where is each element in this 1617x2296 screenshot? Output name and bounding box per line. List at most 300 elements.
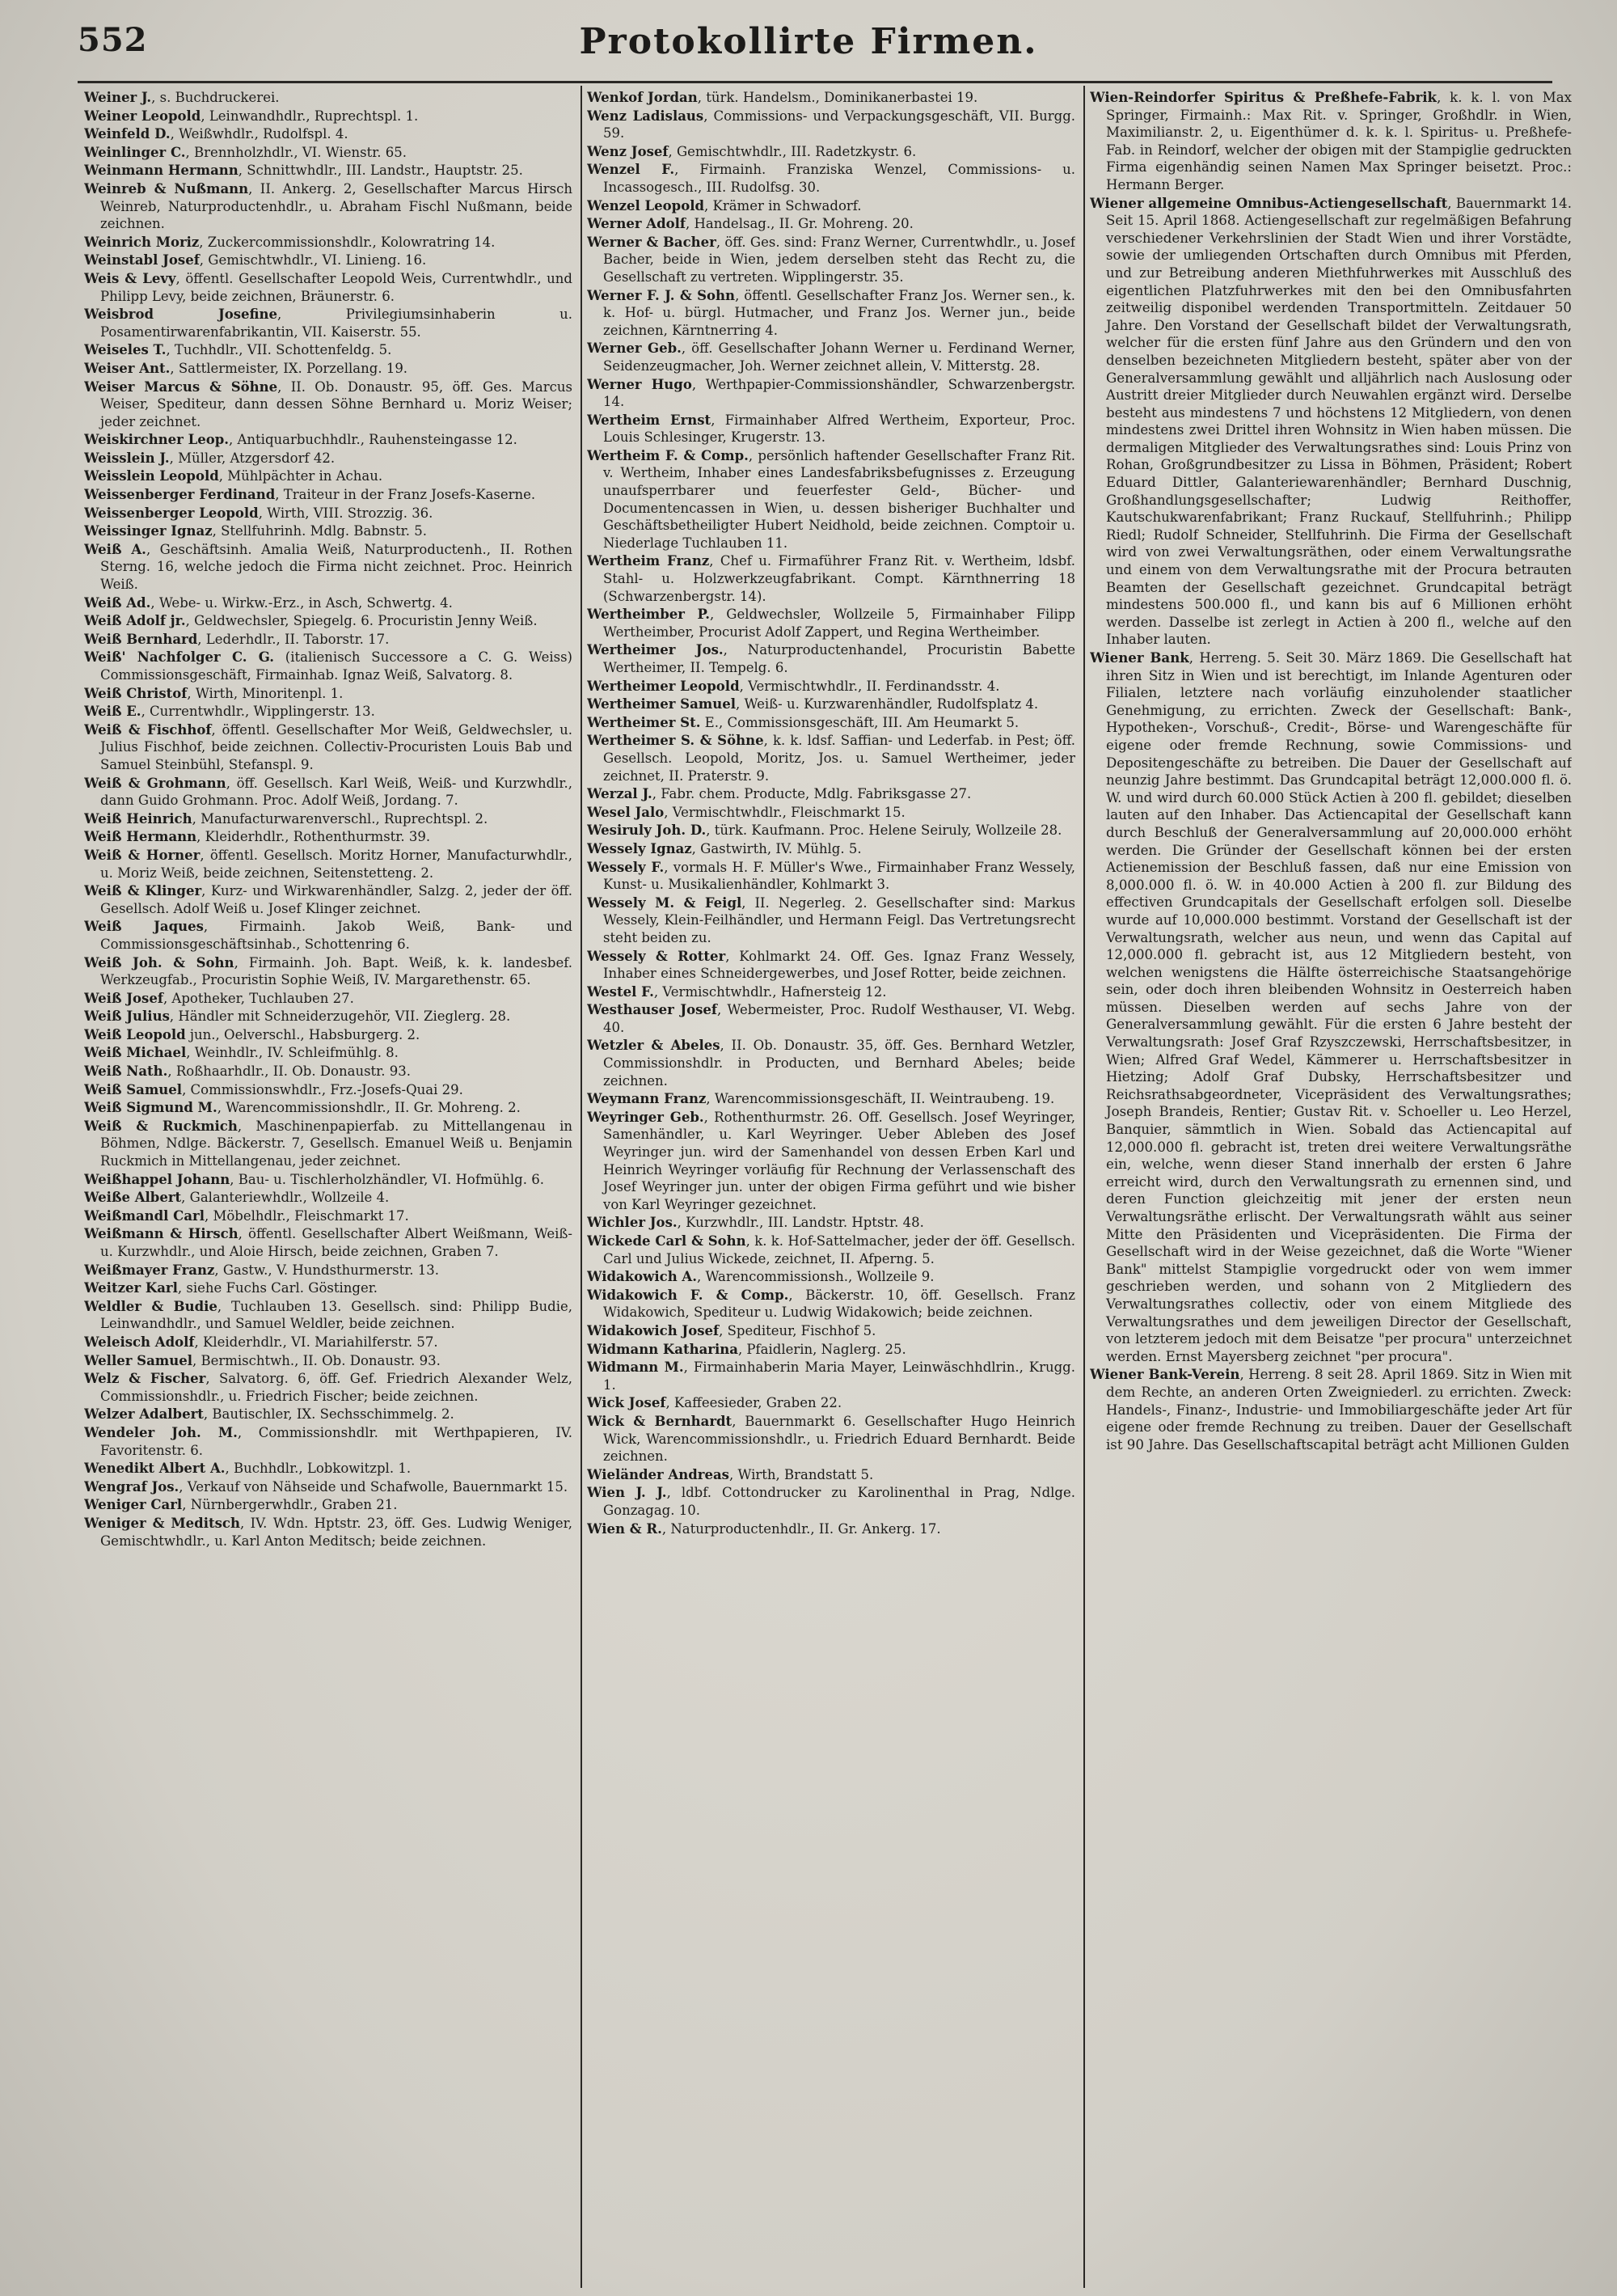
firm-name: Wertheimber P. bbox=[587, 607, 710, 623]
firm-details: , Chef u. Firmaführer Franz Rit. v. Wertheim, ldsbf. Stahl- u. Holzwerkzeugfabrikant. Compt. Kärnthnerring 18 (Schwarzenbergstr. 14). bbox=[603, 553, 1075, 604]
firm-entry bbox=[84, 1334, 572, 1351]
firm-details: , Krämer in Schwadorf. bbox=[704, 197, 862, 214]
firm-name: Weymann Franz bbox=[587, 1091, 707, 1107]
firm-name: Wertheimer S. & Söhne bbox=[587, 733, 764, 749]
firm-details: , Bauernmarkt 6. Gesellschafter Hugo Heinrich Wick, Warencommissionshdlr., u. Friedrich Eduard Bernhardt. Beide zeichnen. bbox=[603, 1413, 1075, 1465]
firm-entry bbox=[587, 804, 1075, 822]
firm-entry bbox=[84, 1515, 572, 1550]
column-left bbox=[84, 89, 572, 2290]
firm-entry bbox=[587, 340, 1075, 374]
firm-details: , Traiteur in der Franz Josefs-Kaserne. bbox=[275, 487, 536, 503]
firm-name: Weinfeld D. bbox=[84, 126, 171, 142]
firm-details: , Warencommissionshdlr., II. Gr. Mohreng. 2. bbox=[217, 1100, 521, 1116]
firm-name: Wien & R. bbox=[587, 1520, 662, 1537]
firm-name: Weiß Sigmund M. bbox=[84, 1100, 217, 1116]
firm-details: , Kleiderhdlr., Rothenthurmstr. 39. bbox=[196, 829, 431, 845]
firm-details: , Wirth, Brandstatt 5. bbox=[728, 1466, 874, 1482]
firm-details: , öffentl. Gesellschafter Albert Weißmann, Weiß- u. Kurzwhdlr., und Aloie Hirsch, beide zeichnen, Graben 7. bbox=[100, 1226, 572, 1259]
firm-details: , Tuchlauben 13. Gesellsch. sind: Philipp Budie, Leinwandhdlr., und Samuel Weldler, beide zeichnen. bbox=[100, 1298, 572, 1332]
firm-entry bbox=[84, 522, 572, 540]
firm-entry bbox=[84, 1118, 572, 1170]
firm-entry bbox=[587, 215, 1075, 233]
firm-entry bbox=[587, 1037, 1075, 1089]
firm-details: , Herreng. 8 seit 28. April 1869. Sitz in Wien mit dem Rechte, an anderen Orten Zweigniederl. zu errichten. Zweck: Handels-, Finanz-, Industrie- und Immobiliargeschäfte jeder Art für eigene oder fremde Rechnung zu treiben. Dauer der Gesellschaft ist 90 Jahre. Das Gesellschaftscapital beträgt acht Millionen Gulden bbox=[1106, 1367, 1572, 1452]
firm-entry bbox=[84, 541, 572, 594]
firm-name: Weiß & Grohmann bbox=[84, 775, 226, 791]
firm-details: , Galanteriewhdlr., Wollzeile 4. bbox=[181, 1190, 390, 1206]
firm-details: , Apotheker, Tuchlauben 27. bbox=[163, 990, 354, 1006]
firm-name: Wessely & Rotter bbox=[587, 948, 726, 964]
firm-entry bbox=[587, 1322, 1075, 1340]
firm-name: Weinstabl Josef bbox=[84, 252, 200, 269]
firm-entry bbox=[1090, 649, 1572, 1365]
firm-details: , persönlich haftender Gesellschafter Franz Rit. v. Wertheim, Inhaber eines Landesfabriksbefugnisses z. Erzeugung unaufsperrbarer und feuerfester Geld-, Bücher- und Documentencassen in Wien, u. dessen bisheriger Buchhalter und Geschäftsbetheiligter Hubert Neidhold, beide zeichnen. Comptoir u. Niederlage Tuchlauben 11. bbox=[603, 447, 1075, 551]
page-header bbox=[0, 15, 1617, 66]
firm-entry bbox=[84, 1189, 572, 1207]
firm-name: Wenz Ladislaus bbox=[587, 108, 704, 124]
firm-entry bbox=[84, 1406, 572, 1423]
firm-name: Weissenberger Ferdinand bbox=[84, 487, 276, 503]
firm-entry bbox=[587, 1394, 1075, 1412]
firm-entry bbox=[587, 822, 1075, 839]
firm-name: Werner Geb. bbox=[587, 340, 682, 357]
firm-name: Weiß & Ruckmich bbox=[84, 1118, 238, 1134]
firm-details: , öffentl. Gesellsch. Moritz Horner, Manufacturwhdlr., u. Moriz Weiß, beide zeichnen, Seitenstetteng. 2. bbox=[100, 847, 572, 881]
firm-details: , Vermischtwhdlr., II. Ferdinandsstr. 4. bbox=[739, 678, 1000, 694]
firm-entry bbox=[84, 1008, 572, 1025]
firm-details: , Bermischtwh., II. Ob. Donaustr. 93. bbox=[192, 1352, 441, 1368]
firm-name: Weiß Adolf jr. bbox=[84, 613, 186, 629]
firm-name: Werner F. J. & Sohn bbox=[587, 287, 736, 303]
firm-details: , türk. Handelsm., Dominikanerbastei 19. bbox=[697, 90, 978, 105]
firm-name: Wenzel F. bbox=[587, 162, 675, 178]
firm-name: Wendeler Joh. M. bbox=[84, 1424, 238, 1440]
firm-entry bbox=[587, 641, 1075, 676]
firm-entry bbox=[84, 486, 572, 504]
firm-details: , Salvatorg. 6, öff. Gef. Friedrich Alexander Welz, Commissionshdlr., u. Friedrich Fischer; beide zeichnen. bbox=[100, 1371, 572, 1404]
firm-name: Weinrich Moriz bbox=[84, 234, 200, 250]
firm-entry bbox=[84, 828, 572, 846]
firm-details: , Verkauf von Nähseide und Schafwolle, Bauernmarkt 15. bbox=[179, 1478, 568, 1495]
firm-details: , Gastwirth, IV. Mühlg. 5. bbox=[691, 840, 862, 856]
firm-details: , Handelsag., II. Gr. Mohreng. 20. bbox=[686, 216, 914, 232]
firm-details: , k. k. l. von Max Springer, Firmainh.: Max Rit. v. Springer, Großhdlr. in Wien, Maximilianstr. 2, u. Eigenthümer d. k. k. l. Spiritus- u. Preßhefe-Fab. in Reindorf, welcher der obigen mit der Stampiglie gedruckten Firma eigenhändig seinen Namen Max Springer beisetzt. Proc.: Hermann Berger. bbox=[1106, 90, 1572, 192]
firm-name: Wien J. J. bbox=[587, 1485, 667, 1501]
firm-entry bbox=[587, 161, 1075, 196]
firm-details: , Sattlermeister, IX. Porzellang. 19. bbox=[170, 360, 408, 376]
firm-name: Weiskirchner Leop. bbox=[84, 432, 229, 448]
firm-details: , Nürnbergerwhdlr., Graben 21. bbox=[182, 1497, 398, 1513]
firm-details: , öffentl. Gesellschafter Leopold Weis, Currentwhdlr., und Philipp Levy, beide zeichnen, Bräunerstr. 6. bbox=[100, 270, 572, 304]
firm-name: Wertheim F. & Comp. bbox=[587, 447, 749, 463]
firm-details: , Schnittwhdlr., III. Landstr., Hauptstr. 25. bbox=[238, 163, 523, 179]
firm-details: jun., Oelverschl., Habsburgerg. 2. bbox=[185, 1026, 420, 1042]
firm-name: Weißmayer Franz bbox=[84, 1262, 215, 1278]
firm-details: , Kohlmarkt 24. Off. Ges. Ignaz Franz Wessely, Inhaber eines Schneidergewerbes, und Josef Rotter, beide zeichnen. bbox=[603, 948, 1075, 982]
firm-details: , Antiquarbuchhdlr., Rauhensteingasse 12. bbox=[229, 432, 517, 448]
firm-details: , vormals H. F. Müller's Wwe., Firmainhaber Franz Wessely, Kunst- u. Musikalienhändler, Kohlmarkt 3. bbox=[603, 859, 1075, 893]
firm-name: Wesel Jalo bbox=[587, 804, 665, 820]
firm-details: , Geschäftsinh. Amalia Weiß, Naturproductenh., II. Rothen Sterng. 16, welche jedoch die Firma nicht zeichnet. Proc. Heinrich Weiß. bbox=[100, 541, 572, 593]
firm-entry bbox=[587, 1001, 1075, 1036]
firm-details: , Weinhdlr., IV. Schleifmühlg. 8. bbox=[186, 1045, 399, 1061]
firm-name: Weiß Bernhard bbox=[84, 631, 198, 647]
firm-entry bbox=[84, 450, 572, 467]
firm-details: , Wirth, VIII. Strozzig. 36. bbox=[258, 505, 433, 521]
firm-entry bbox=[84, 341, 572, 359]
firm-details: , Gastw., V. Hundsthurmerstr. 13. bbox=[214, 1262, 440, 1278]
firm-entry bbox=[587, 1359, 1075, 1393]
firm-name: Weissinger Ignaz bbox=[84, 523, 213, 539]
firm-details: , Herreng. 5. Seit 30. März 1869. Die Gesellschaft hat ihren Sitz in Wien und ist berechtigt, im Inlande Agenturen oder Filialen, letztere nach vorläufig einzuholender staatlicher Genehmigung, zu errichten. Zweck der Gesellschaft: Bank-, Hypotheken-, Vorschuß-, Credit-, Börse- und Warengeschäfte für eigene oder fremde Rechnung, sowie Commissions- und Depositengeschäfte zu betreiben. Die Dauer der Gesellschaft auf neunzig Jahre bestimmt. Das Grundcapital beträgt 12,000.000 fl. ö. W. und wird durch 60.000 Stück Actien à 200 fl. gebildet; dieselben lauten auf den Inhaber. Das Actiencapital der Gesellschaft kann durch Beschluß der Generalversammlung auf 20,000.000 erhöht werden. Die Gründer der Gesellschaft können bei der ersten Actienemission der Beschluß fassen, daß nur eine Emission von 8,000.000 fl. ö. W. in 40.000 Actien à 200 fl. zur Bildung des effectiven Grundcapitals der Gesellschaft erfolgen soll. Dieselbe wurde auf 10,000.000 bestimmt. Vorstand der Gesellschaft ist der Verwaltungsrath, welcher aus neun, und wenn das Capital auf 12,000.000 fl. gebracht ist, aus 12 Mitgliedern besteht, von welchen wenigstens die Hälfte österreichische Staatsangehörige sein, oder doch ihren bleibenden Wohnsitz in Oesterreich haben müssen. Dieselben werden auf sechs Jahre von der Generalversammlung gewählt. Für die ersten 6 Jahre besteht der Verwaltungsrath: Josef Graf Rzyszczewski, Herrschaftsbesitzer, in Wien; Alfred Graf Wedel, Kämmerer u. Herrschaftsbesitzer in Hietzing; Adolf Graf Dubsky, Herrschaftsbesitzer und Reichsrathsabgeordneter, Vicepräsident des Verwaltungsrathes; Joseph Brandeis, Rentier; Gustav Rit. v. Schoeller u. Leo Herzel, Banquier, sämmtlich in Wien. Sobald das Actiencapital auf 12,000.000 fl. gebracht ist, treten drei weitere Verwaltungsräthe ein, welche, wenn dieser Stand innerhalb der ersten 6 Jahre erreicht wird, durch den Verwaltungsrath zu ernennen sind, und deren Function gleichzeitig mit jener der ersten neun Verwaltungsräthe erlischt. Der Verwaltungsrath wählt aus seiner Mitte den Präsidenten und Vicepräsidenten. Die Firma der Gesellschaft wird in der Weise gezeichnet, daß die Worte "Wiener Bank" mittelst Stampiglie vorgedruckt oder von wem immer geschrieben werden, und sohann von 2 Mitgliedern des Verwaltungsrathes collectiv, oder von einem Mitgliede des Verwaltungsrathes und dem jeweiligen Director der Gesellschaft, von letzterem jedoch mit dem Beisatze "per procura" unterzeichnet werden. Ernst Mayersberg zeichnet "per procura". bbox=[1106, 650, 1572, 1364]
firm-name: Weniger Carl bbox=[84, 1497, 183, 1513]
firm-details: , Tuchhdlr., VII. Schottenfeldg. 5. bbox=[166, 342, 392, 358]
firm-details: , Kaffeesieder, Graben 22. bbox=[665, 1395, 842, 1411]
firm-entry bbox=[84, 775, 572, 810]
firm-name: Wetzler & Abeles bbox=[587, 1038, 720, 1054]
firm-entry bbox=[84, 1099, 572, 1117]
firm-name: Weiß A. bbox=[84, 541, 146, 557]
firm-name: Wenkof Jordan bbox=[587, 90, 698, 105]
firm-name: Wichler Jos. bbox=[587, 1215, 678, 1231]
firm-name: Wesiruly Joh. D. bbox=[587, 822, 707, 839]
firm-entry bbox=[1090, 89, 1572, 194]
firm-entry bbox=[587, 714, 1075, 732]
firm-entry bbox=[587, 447, 1075, 552]
firm-entry bbox=[84, 234, 572, 252]
firm-name: Weißmann & Hirsch bbox=[84, 1226, 239, 1242]
firm-name: Weiß & Fischhof bbox=[84, 721, 212, 738]
firm-details: , öffentl. Gesellschafter Mor Weiß, Geldwechsler, u. Julius Fischhof, beide zeichnen. Collectiv-Procuristen Louis Bab und Samuel Steinbühl, Stefanspl. 9. bbox=[100, 721, 572, 772]
firm-name: Weiner Leopold bbox=[84, 108, 201, 124]
firm-details: , Wirth, Minoritenpl. 1. bbox=[187, 685, 344, 701]
firm-details: , Lederhdlr., II. Taborstr. 17. bbox=[197, 631, 390, 647]
firm-details: , Buchhdlr., Lobkowitzpl. 1. bbox=[225, 1461, 412, 1477]
firm-entry bbox=[84, 431, 572, 449]
firm-details: , Werthpapier-Commissionshändler, Schwarzenbergstr. 14. bbox=[603, 376, 1075, 410]
firm-details: , Kurz- und Wirkwarenhändler, Salzg. 2, jeder der öff. Gesellsch. Adolf Weiß u. Josef Klinger zeichnet. bbox=[100, 883, 572, 916]
firm-name: Weiß Leopold bbox=[84, 1026, 186, 1042]
firm-entry bbox=[84, 1352, 572, 1370]
firm-entry bbox=[84, 1063, 572, 1080]
firm-entry bbox=[84, 703, 572, 721]
firm-details: , türk. Kaufmann. Proc. Helene Seiruly, Wollzeile 28. bbox=[706, 822, 1062, 839]
firm-name: Wertheim Ernst bbox=[587, 412, 711, 428]
firm-details: , öffentl. Gesellschafter Franz Jos. Werner sen., k. k. Hof- u. bürgl. Hutmacher, und Franz Jos. Werner jun., beide zeichnen, Kärntnerring 4. bbox=[603, 287, 1075, 338]
firm-name: Wiener allgemeine Omnibus-Actiengesellschaft bbox=[1090, 194, 1448, 211]
firm-name: Wien-Reindorfer Spiritus & Preßhefe-Fabrik bbox=[1090, 89, 1438, 105]
firm-name: Weisslein J. bbox=[84, 450, 170, 466]
firm-name: Weisbrod Josefine bbox=[84, 307, 278, 323]
firm-details: , Bautischler, IX. Sechsschimmelg. 2. bbox=[203, 1406, 454, 1423]
firm-entry bbox=[587, 108, 1075, 142]
firm-entry bbox=[587, 197, 1075, 215]
firm-entry bbox=[587, 1287, 1075, 1321]
firm-details: , Weißwhdlr., Rudolfspl. 4. bbox=[170, 126, 348, 142]
firm-entry bbox=[587, 1268, 1075, 1286]
firm-name: Widmann M. bbox=[587, 1359, 684, 1376]
firm-name: Weiß & Horner bbox=[84, 847, 201, 863]
firm-details: , Commissions- und Verpackungsgeschäft, VII. Burgg. 59. bbox=[603, 108, 1075, 142]
firm-name: Weiß Joh. & Sohn bbox=[84, 954, 234, 970]
page-number: 552 bbox=[78, 21, 148, 59]
firm-details: , Webermeister, Proc. Rudolf Westhauser, VI. Webg. 40. bbox=[603, 1002, 1075, 1035]
firm-entry bbox=[84, 1370, 572, 1405]
column-middle bbox=[587, 89, 1075, 2290]
firm-details: , öff. Gesellschafter Johann Werner u. Ferdinand Werner, Seidenzeugmacher, Joh. Werner zeichnet allein, V. Mitterstg. 28. bbox=[603, 340, 1075, 374]
firm-entry bbox=[84, 1496, 572, 1514]
firm-details: , Möbelhdlr., Fleischmarkt 17. bbox=[204, 1207, 409, 1224]
firm-details: , IV. Wdn. Hptstr. 23, öff. Ges. Ludwig Weniger, Gemischtwhdlr., u. Karl Anton Meditsch; beide zeichnen. bbox=[100, 1515, 572, 1549]
firm-name: Wiener Bank-Verein bbox=[1090, 1366, 1240, 1383]
firm-details: , k. k. ldsf. Saffian- und Lederfab. in Pest; öff. Gesellsch. Leopold, Moritz, Jos. u. Samuel Wertheimer, jeder zeichnet, II. Praterstr. 9. bbox=[603, 733, 1075, 784]
firm-name: Weiß Josef bbox=[84, 990, 163, 1006]
firm-entry bbox=[84, 108, 572, 125]
firm-name: Westhauser Josef bbox=[587, 1002, 718, 1018]
firm-entry bbox=[84, 918, 572, 953]
firm-name: Weiße Albert bbox=[84, 1190, 182, 1206]
firm-details: , Müller, Atzgersdorf 42. bbox=[169, 450, 336, 466]
firm-entry bbox=[587, 1413, 1075, 1465]
firm-name: Wertheimer Samuel bbox=[587, 696, 736, 712]
firm-name: Wickede Carl & Sohn bbox=[587, 1233, 746, 1249]
firm-name: Weiß Michael bbox=[84, 1045, 187, 1061]
firm-details: , Roßhaarhdlr., II. Ob. Donaustr. 93. bbox=[167, 1063, 411, 1080]
firm-entry bbox=[587, 606, 1075, 641]
firm-name: Wenz Josef bbox=[587, 143, 669, 159]
column-divider bbox=[581, 86, 582, 2288]
firm-name: Wessely Ignaz bbox=[587, 840, 692, 856]
firm-entry bbox=[587, 840, 1075, 858]
firm-details: , Firmainhaberin Maria Mayer, Leinwäschhdlrin., Krugg. 1. bbox=[603, 1359, 1075, 1393]
firm-name: Wertheimer St. bbox=[587, 714, 701, 730]
firm-name: Weiß Hermann bbox=[84, 829, 197, 845]
firm-details: , Firmainh. Joh. Bapt. Weiß, k. k. landesbef. Werkzeugfab., Procuristin Sophie Weiß, IV. Margarethenstr. 65. bbox=[100, 954, 572, 988]
header-rule bbox=[78, 81, 1552, 83]
firm-details: , Naturproductenhdlr., II. Gr. Ankerg. 17. bbox=[661, 1520, 941, 1537]
firm-entry bbox=[84, 89, 572, 107]
firm-name: Weinmann Hermann bbox=[84, 163, 239, 179]
firm-details: , Zuckercommissionshdlr., Kolowratring 14. bbox=[199, 234, 496, 250]
firm-name: Wertheimer Leopold bbox=[587, 678, 740, 694]
firm-name: Weinlinger C. bbox=[84, 144, 186, 160]
firm-details: , Naturproductenhandel, Procuristin Babette Wertheimer, II. Tempelg. 6. bbox=[603, 642, 1075, 675]
firm-details: , Currentwhdlr., Wipplingerstr. 13. bbox=[141, 704, 375, 720]
firm-details: , Gemischtwhdlr., VI. Linieng. 16. bbox=[199, 252, 427, 269]
firm-entry bbox=[587, 696, 1075, 713]
firm-entry bbox=[587, 1466, 1075, 1484]
firm-entry bbox=[84, 1298, 572, 1333]
firm-details: , siehe Fuchs Carl. Göstinger. bbox=[177, 1280, 378, 1296]
running-title: Protokollirte Firmen. bbox=[579, 21, 1038, 62]
firm-entry bbox=[84, 685, 572, 703]
firm-details: , Fabr. chem. Producte, Mdlg. Fabriksgasse 27. bbox=[652, 786, 972, 802]
firm-details: , Commissionshdlr. mit Werthpapieren, IV. Favoritenstr. 6. bbox=[100, 1424, 572, 1458]
firm-name: Weis & Levy bbox=[84, 270, 176, 286]
firm-name: Wessely F. bbox=[587, 859, 665, 875]
firm-details: , Gemischtwhdlr., III. Radetzkystr. 6. bbox=[668, 143, 917, 159]
firm-name: Wessely M. & Feigl bbox=[587, 894, 742, 911]
firm-details: , II. Ob. Donaustr. 95, öff. Ges. Marcus Weiser, Spediteur, dann dessen Söhne Bernhard u. Moriz Weiser; jeder zeichnet. bbox=[100, 378, 572, 429]
firm-name: Weiner J. bbox=[84, 90, 152, 105]
firm-details: , Leinwandhdlr., Ruprechtspl. 1. bbox=[201, 108, 419, 124]
firm-name: Widmann Katharina bbox=[587, 1341, 738, 1357]
firm-details: , Warencommissionsgeschäft, II. Weintraubeng. 19. bbox=[706, 1091, 1055, 1107]
firm-entry bbox=[84, 1478, 572, 1496]
firm-entry bbox=[84, 1044, 572, 1062]
firm-entry bbox=[587, 948, 1075, 983]
firm-entry bbox=[587, 552, 1075, 605]
firm-name: Werner Adolf bbox=[587, 216, 686, 232]
firm-details: , Geldwechsler, Wollzeile 5, Firmainhaber Filipp Wertheimber, Procurist Adolf Zappert, und Regina Wertheimber. bbox=[603, 607, 1075, 640]
firm-entry bbox=[587, 678, 1075, 696]
firm-entry bbox=[84, 990, 572, 1008]
firm-name: Weniger & Meditsch bbox=[84, 1515, 240, 1531]
firm-details: , Spediteur, Fischhof 5. bbox=[719, 1322, 876, 1338]
firm-details: , Manufacturwarenverschl., Ruprechtspl. 2. bbox=[192, 810, 488, 827]
firm-entry bbox=[84, 594, 572, 612]
firm-details: , II. Ob. Donaustr. 35, öff. Ges. Bernhard Wetzler, Commissionshdlr. in Producten, und Bernhard Abeles; beide zeichnen. bbox=[603, 1038, 1075, 1089]
firm-name: Weissenberger Leopold bbox=[84, 505, 259, 521]
firm-details: , Pfaidlerin, Naglerg. 25. bbox=[737, 1341, 906, 1357]
firm-name: Wieländer Andreas bbox=[587, 1466, 729, 1482]
firm-name: Weiß & Klinger bbox=[84, 883, 202, 899]
firm-name: Weiß Christof bbox=[84, 685, 188, 701]
firm-details: , Firmainh. Franziska Wenzel, Commissions- u. Incassogesch., III. Rudolfsg. 30. bbox=[603, 162, 1075, 195]
firm-entry bbox=[587, 376, 1075, 411]
firm-name: Weisslein Leopold bbox=[84, 468, 219, 484]
firm-entry bbox=[84, 180, 572, 233]
firm-details: , Bäckerstr. 10, öff. Gesellsch. Franz Widakowich, Spediteur u. Ludwig Widakowich; beide zeichnen. bbox=[603, 1287, 1075, 1321]
firm-name: Weiß Nath. bbox=[84, 1063, 168, 1080]
firm-name: Wick Josef bbox=[587, 1395, 666, 1411]
firm-name: Weiß Ad. bbox=[84, 594, 151, 611]
firm-details: , Privilegiumsinhaberin u. Posamentirwarenfabrikantin, VII. Kaiserstr. 55. bbox=[100, 307, 572, 340]
firm-entry bbox=[587, 983, 1075, 1001]
firm-name: Wenzel Leopold bbox=[587, 197, 705, 214]
firm-name: Weißmandl Carl bbox=[84, 1207, 205, 1224]
firm-entry bbox=[84, 252, 572, 269]
firm-entry bbox=[84, 360, 572, 378]
firm-entry bbox=[84, 1026, 572, 1044]
firm-entry bbox=[84, 721, 572, 774]
firm-details: , Firmainhaber Alfred Wertheim, Exporteur, Proc. Louis Schlesinger, Krugerstr. 13. bbox=[603, 412, 1075, 446]
firm-details: , Stellfuhrinh. Mdlg. Babnstr. 5. bbox=[212, 523, 427, 539]
firm-details: , Händler mit Schneiderzugehör, VII. Zieglerg. 28. bbox=[169, 1008, 511, 1025]
firm-entry bbox=[84, 1225, 572, 1260]
firm-entry bbox=[84, 649, 572, 683]
firm-name: Weiser Marcus & Söhne bbox=[84, 378, 278, 395]
firm-name: Weller Samuel bbox=[84, 1352, 192, 1368]
firm-name: Weiß Jaques bbox=[84, 919, 204, 935]
firm-details: , Rothenthurmstr. 26. Off. Gesellsch. Josef Weyringer, Samenhändler, u. Karl Weyringer. Ueber Ableben des Josef Weyringer jun. wird der Samenhandel von dessen Erben Karl und Heinrich Weyringer vorläufig für Rechnung der Verlassenschaft des Josef Weyringer jun. unter der obigen Firma geführt und wie bisher von Karl Weyringer gezeichnet. bbox=[603, 1109, 1075, 1212]
firm-details: , Kurzwhdlr., III. Landstr. Hptstr. 48. bbox=[677, 1215, 924, 1231]
firm-name: Weleisch Adolf bbox=[84, 1334, 195, 1350]
firm-entry bbox=[587, 1233, 1075, 1267]
firm-name: Wiener Bank bbox=[1090, 649, 1189, 666]
firm-details: , Commissionswhdlr., Frz.-Josefs-Quai 29. bbox=[182, 1081, 463, 1097]
firm-name: Wenedikt Albert A. bbox=[84, 1461, 226, 1477]
firm-entry bbox=[587, 1090, 1075, 1108]
firm-name: Werner Hugo bbox=[587, 376, 692, 392]
firm-details: , II. Ankerg. 2, Gesellschafter Marcus Hirsch Weinreb, Naturproductenhdlr., u. Abraham Fischl Nußmann, beide zeichnen. bbox=[100, 180, 572, 232]
firm-entry bbox=[84, 612, 572, 630]
firm-entry bbox=[587, 89, 1075, 107]
firm-details: , k. k. Hof-Sattelmacher, jeder der öff. Gesellsch. Carl und Julius Wickede, zeichnet, II. Afperng. 5. bbox=[603, 1233, 1075, 1266]
firm-details: , öff. Ges. sind: Franz Werner, Currentwhdlr., u. Josef Bacher, beide in Wien, jedem derselben steht das Recht zu, die Gesellschaft zu vertreten. Wipplingerstr. 35. bbox=[603, 234, 1075, 285]
firm-details: , Weiß- u. Kurzwarenhändler, Rudolfsplatz 4. bbox=[735, 696, 1039, 712]
firm-details: , Vermischtwhdlr., Fleischmarkt 15. bbox=[664, 804, 906, 820]
firm-details: , Mühlpächter in Achau. bbox=[218, 468, 383, 484]
firm-name: Widakowich Josef bbox=[587, 1322, 720, 1338]
firm-name: Welzer Adalbert bbox=[84, 1406, 204, 1423]
firm-entry bbox=[587, 732, 1075, 784]
firm-name: Weitzer Karl bbox=[84, 1280, 178, 1296]
firm-details: , Webe- u. Wirkw.-Erz., in Asch, Schwertg. 4. bbox=[150, 594, 453, 611]
firm-entry bbox=[84, 1207, 572, 1225]
firm-name: Wertheimer Jos. bbox=[587, 642, 724, 658]
firm-details: , Firmainh. Jakob Weiß, Bank- und Commissionsgeschäftsinhab., Schottenring 6. bbox=[100, 919, 572, 952]
firm-entry bbox=[1090, 1366, 1572, 1453]
firm-entry bbox=[84, 270, 572, 305]
firm-name: Weinreb & Nußmann bbox=[84, 180, 249, 197]
firm-name: Weldler & Budie bbox=[84, 1298, 217, 1314]
firm-entry bbox=[587, 412, 1075, 446]
firm-entry bbox=[587, 287, 1075, 340]
firm-entry bbox=[84, 1171, 572, 1189]
firm-name: Weißhappel Johann bbox=[84, 1171, 230, 1187]
firm-name: Weiß E. bbox=[84, 704, 141, 720]
firm-details: , Maschinenpapierfab. zu Mittellangenau in Böhmen, Ndlge. Bäckerstr. 7, Gesellsch. Emanuel Weiß u. Benjamin Ruckmich in Mittellangenau, jeder zeichnet. bbox=[100, 1118, 572, 1169]
firm-entry bbox=[84, 467, 572, 485]
firm-details: , Bau- u. Tischlerholzhändler, VI. Hofmühlg. 6. bbox=[230, 1171, 544, 1187]
firm-details: , öff. Gesellsch. Karl Weiß, Weiß- und Kurzwhdlr., dann Guido Grohmann. Proc. Adolf Weiß, Jordang. 7. bbox=[100, 775, 572, 809]
firm-entry bbox=[587, 1520, 1075, 1538]
firm-name: Weiß Heinrich bbox=[84, 810, 192, 827]
firm-entry bbox=[587, 859, 1075, 894]
firm-name: Wengraf Jos. bbox=[84, 1478, 179, 1495]
firm-entry bbox=[84, 378, 572, 431]
firm-details: , Warencommissionsh., Wollzeile 9. bbox=[696, 1269, 935, 1285]
firm-name: Widakowich A. bbox=[587, 1269, 697, 1285]
firm-entry bbox=[84, 810, 572, 828]
firm-entry bbox=[84, 954, 572, 989]
firm-entry bbox=[587, 1341, 1075, 1359]
firm-name: Welz & Fischer bbox=[84, 1371, 206, 1387]
firm-name: Wertheim Franz bbox=[587, 553, 710, 569]
firm-details: , Brennholzhdlr., VI. Wienstr. 65. bbox=[185, 144, 407, 160]
firm-name: Werner & Bacher bbox=[587, 234, 716, 250]
firm-entry bbox=[587, 1484, 1075, 1519]
firm-entry bbox=[84, 1424, 572, 1459]
firm-details: , Vermischtwhdlr., Hafnersteig 12. bbox=[653, 983, 887, 1000]
firm-details: , Kleiderhdlr., VI. Mariahilferstr. 57. bbox=[194, 1334, 438, 1350]
firm-entry bbox=[1090, 195, 1572, 649]
firm-details: , Geldwechsler, Spiegelg. 6. Procuristin Jenny Weiß. bbox=[185, 613, 538, 629]
firm-entry bbox=[84, 847, 572, 882]
firm-name: Weiseles T. bbox=[84, 342, 167, 358]
firm-entry bbox=[84, 144, 572, 162]
firm-entry bbox=[84, 1460, 572, 1478]
firm-name: Werzal J. bbox=[587, 786, 652, 802]
column-right bbox=[1090, 89, 1572, 2290]
firm-details: (italienisch Successore a C. G. Weiss) Commissionsgeschäft, Firmainhab. Ignaz Weiß, Salvatorg. 8. bbox=[100, 649, 572, 683]
firm-entry bbox=[84, 631, 572, 649]
firm-name: Westel F. bbox=[587, 983, 654, 1000]
firm-details: , II. Negerleg. 2. Gesellschafter sind: Markus Wessely, Klein-Feilhändler, und Hermann Feigl. Das Vertretungsrecht steht beiden zu. bbox=[603, 894, 1075, 945]
firm-entry bbox=[84, 125, 572, 143]
firm-name: Weyringer Geb. bbox=[587, 1109, 704, 1125]
